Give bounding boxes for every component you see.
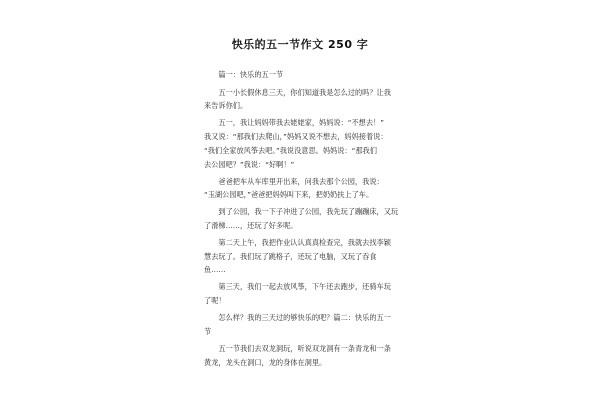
text-line: 篇一：快乐的五一节 bbox=[204, 70, 284, 79]
text-line: 了呢！ bbox=[204, 296, 226, 305]
text-line: “玉湖公园吧，”爸爸把妈妈叫下来，把奶奶扶上了车。 bbox=[204, 190, 374, 199]
text-line: 第二天上午，我把作业认认真真检查完，我就去找李颖 bbox=[204, 238, 391, 247]
text-line: 去公园吧？”我说：“好啊！” bbox=[204, 160, 295, 169]
text-line: 我又说：“那我们去爬山，”妈妈又说不想去，妈妈接着说： bbox=[204, 132, 388, 141]
text-line: 节 bbox=[204, 327, 212, 336]
text-line: 第三天，我们一起去放风筝，下午还去跑步，还骑车玩 bbox=[204, 282, 391, 291]
text-line: “我们全家放风筝去吧。”我说没意思。妈妈说：“那我们 bbox=[204, 146, 377, 155]
text-line: 慧去玩了。我们玩了跳格子，还玩了电脑，又玩了吞食 bbox=[204, 252, 377, 261]
text-line: 怎么样？我的三天过的够快乐的吧？篇二：快乐的五一 bbox=[204, 313, 391, 322]
text-line: 了滑梯……，还玩了好多呢。 bbox=[204, 221, 298, 230]
text-line: 爸爸把车从车库里开出来，问我去那个公园，我说： bbox=[204, 177, 384, 186]
text-line: 五一小长假休息三天，你们知道我是怎么过的吗？让我 bbox=[204, 88, 391, 97]
text-line: 黄龙，龙头在洞口，龙的身体在洞里。 bbox=[204, 358, 327, 367]
document-title: 快乐的五一节作文 250 字 bbox=[231, 38, 369, 51]
text-line: 来告诉你们。 bbox=[204, 101, 248, 110]
text-line: 到了公园，我一下子冲进了公园，我先玩了蹦蹦床，又玩 bbox=[204, 207, 399, 216]
text-line: 五一节我们去双龙洞玩，听说双龙洞有一条青龙和一条 bbox=[204, 344, 391, 353]
text-line: 五一，我让妈妈带我去姥姥家，妈妈说：“不想去！” bbox=[204, 118, 384, 127]
text-line: 鱼…… bbox=[204, 265, 226, 274]
